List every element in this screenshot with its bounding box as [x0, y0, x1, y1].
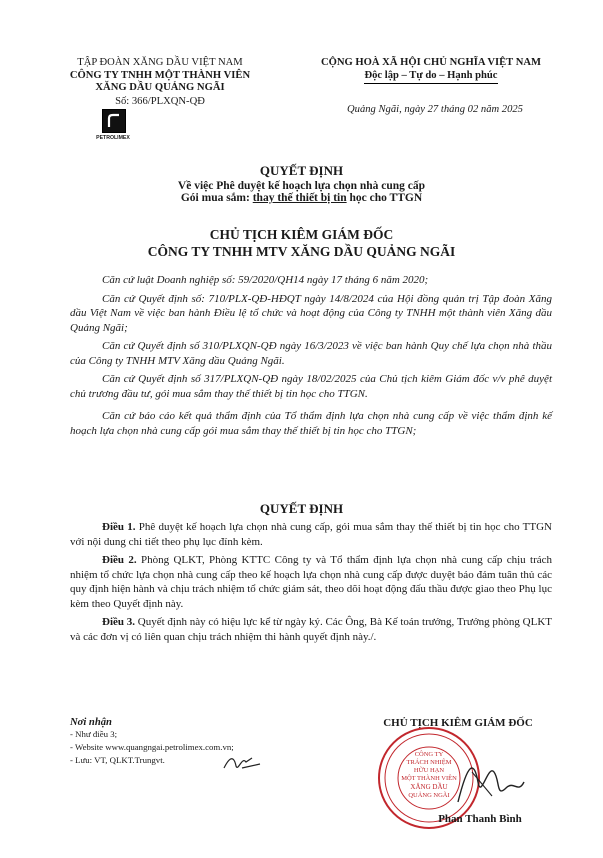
- decision-heading: QUYẾT ĐỊNH: [259, 501, 344, 516]
- petrolimex-logo-text: PETROLIMEX: [96, 135, 130, 141]
- authority-title: CHỦ TỊCH KIÊM GIÁM ĐỐC: [209, 227, 394, 242]
- subject-suffix: học cho TTGN: [346, 192, 423, 204]
- recipients: [70, 717, 330, 767]
- decision-title-block: [0, 163, 603, 204]
- article-1: [70, 520, 552, 549]
- recipient-item: - Lưu: VT, QLKT.Trungvt.: [70, 755, 165, 765]
- signer-name: Phan Thanh Bình: [438, 813, 522, 825]
- company-name-line2: XĂNG DẦU QUẢNG NGÃI: [95, 82, 225, 93]
- recipient-item: - Như điều 3;: [70, 729, 118, 739]
- subject-prefix: Gói mua sắm:: [180, 192, 253, 204]
- director-signature: [448, 752, 528, 812]
- article-label: Điều 3.: [102, 616, 136, 628]
- place-date: Quảng Ngãi, ngày 27 tháng 02 năm 2025: [347, 104, 523, 115]
- article-label: Điều 1.: [102, 521, 136, 533]
- article-text: Phê duyệt kế hoạch lựa chọn nhà cung cấp, gói mua sắm thay thế thiết bị tin học cho TTGN với nội dung chi tiết theo phụ lục đính kèm.: [70, 521, 552, 548]
- article-2: [70, 553, 552, 611]
- recipient-item: - Website www.quangngai.petrolimex.com.vn;: [70, 742, 234, 752]
- article-text: Phòng QLKT, Phòng KTTC Công ty và Tổ thẩm định lựa chọn nhà cung cấp chịu trách nhiệm tổ chức lựa chọn nhà cung cấp theo kế hoạch lựa chọn nhà cung cấp được duyệt bảo đảm tuân thủ các quy định hiện hành và chịu trách nhiệm tổ chức giám sát, theo dõi hoạt động đấu thầu được giao theo Phụ lục kèm theo Quyết định này.: [70, 554, 552, 610]
- legal-basis-item: Căn cứ Quyết định số: 710/PLX-QĐ-HĐQT ngày 14/8/2024 của Hội đồng quản trị Tập đoàn Xăng dầu Việt Nam về việc ban hành Điều lệ tổ chức và hoạt động của Công ty TNHH một thành viên Xăng dầu Quảng Ngãi;: [70, 292, 552, 334]
- svg-text:XĂNG DẦU: XĂNG DẦU: [410, 783, 448, 791]
- svg-text:CÔNG TY: CÔNG TY: [414, 751, 444, 758]
- svg-text:TRÁCH NHIỆM: TRÁCH NHIỆM: [406, 759, 452, 766]
- recipients-heading: Nơi nhận: [70, 717, 112, 728]
- svg-text:QUẢNG NGÃI: QUẢNG NGÃI: [408, 792, 450, 799]
- svg-text:MỘT THÀNH VIÊN: MỘT THÀNH VIÊN: [401, 775, 457, 782]
- svg-text:HỮU HẠN: HỮU HẠN: [413, 767, 445, 774]
- document-number: Số: 366/PLXQN-QĐ: [115, 95, 205, 107]
- group-name: TẬP ĐOÀN XĂNG DẦU VIỆT NAM: [77, 57, 243, 68]
- decision-subject-line1: Về việc Phê duyệt kế hoạch lựa chọn nhà cung cấp: [177, 180, 426, 192]
- petrolimex-logo: [102, 109, 126, 133]
- legal-basis-item: Căn cứ báo cáo kết quả thẩm định của Tổ thẩm định lựa chọn nhà cung cấp về việc thẩm định kế hoạch lựa chọn nhà cung cấp gói mua sắm thay thế thiết bị tin học cho TTGN;: [70, 410, 552, 437]
- country-name: CỘNG HOÀ XÃ HỘI CHỦ NGHĨA VIỆT NAM: [320, 57, 542, 68]
- authority-block: [0, 226, 603, 260]
- header-right: [296, 57, 566, 84]
- decision-title: QUYẾT ĐỊNH: [259, 163, 344, 178]
- article-label: Điều 2.: [102, 554, 137, 566]
- articles: [70, 520, 552, 644]
- article-text: Quyết định này có hiệu lực kể từ ngày ký. Các Ông, Bà Kế toán trưởng, Trưởng phòng QLKT và các đơn vị có liên quan chịu trách nhiệm thi hành quyết định này./.: [70, 616, 552, 643]
- legal-basis: [70, 273, 552, 438]
- national-motto: Độc lập – Tự do – Hạnh phúc: [364, 70, 497, 85]
- company-name-line1: CÔNG TY TNHH MỘT THÀNH VIÊN: [69, 69, 251, 81]
- signature-title: CHỦ TỊCH KIÊM GIÁM ĐỐC: [383, 717, 533, 729]
- article-3: [70, 615, 552, 644]
- subject-underlined: thay thế thiết bị tin: [252, 192, 347, 204]
- legal-basis-item: Căn cứ Quyết định số 317/PLXQN-QĐ ngày 18/02/2025 của Chủ tịch kiêm Giám đốc v/v phê duyệt chủ trương đầu tư, gói mua sắm thay thế thiết bị tin học cho TTGN.: [70, 373, 552, 400]
- initials-signature: [222, 752, 262, 774]
- authority-company: CÔNG TY TNHH MTV XĂNG DẦU QUẢNG NGÃI: [147, 244, 456, 259]
- decision-subject-line2: [0, 192, 603, 204]
- legal-basis-item: Căn cứ Quyết định số 310/PLXQN-QĐ ngày 16/3/2023 về việc ban hành Quy chế lựa chọn nhà thầu của Công ty TNHH MTV Xăng dầu Quảng Ngãi.: [70, 340, 552, 367]
- petrolimex-logo-mark: [103, 110, 125, 132]
- legal-basis-item: Căn cứ luật Doanh nghiệp số: 59/2020/QH14 ngày 17 tháng 6 năm 2020;: [102, 274, 429, 286]
- header-left: [40, 57, 280, 108]
